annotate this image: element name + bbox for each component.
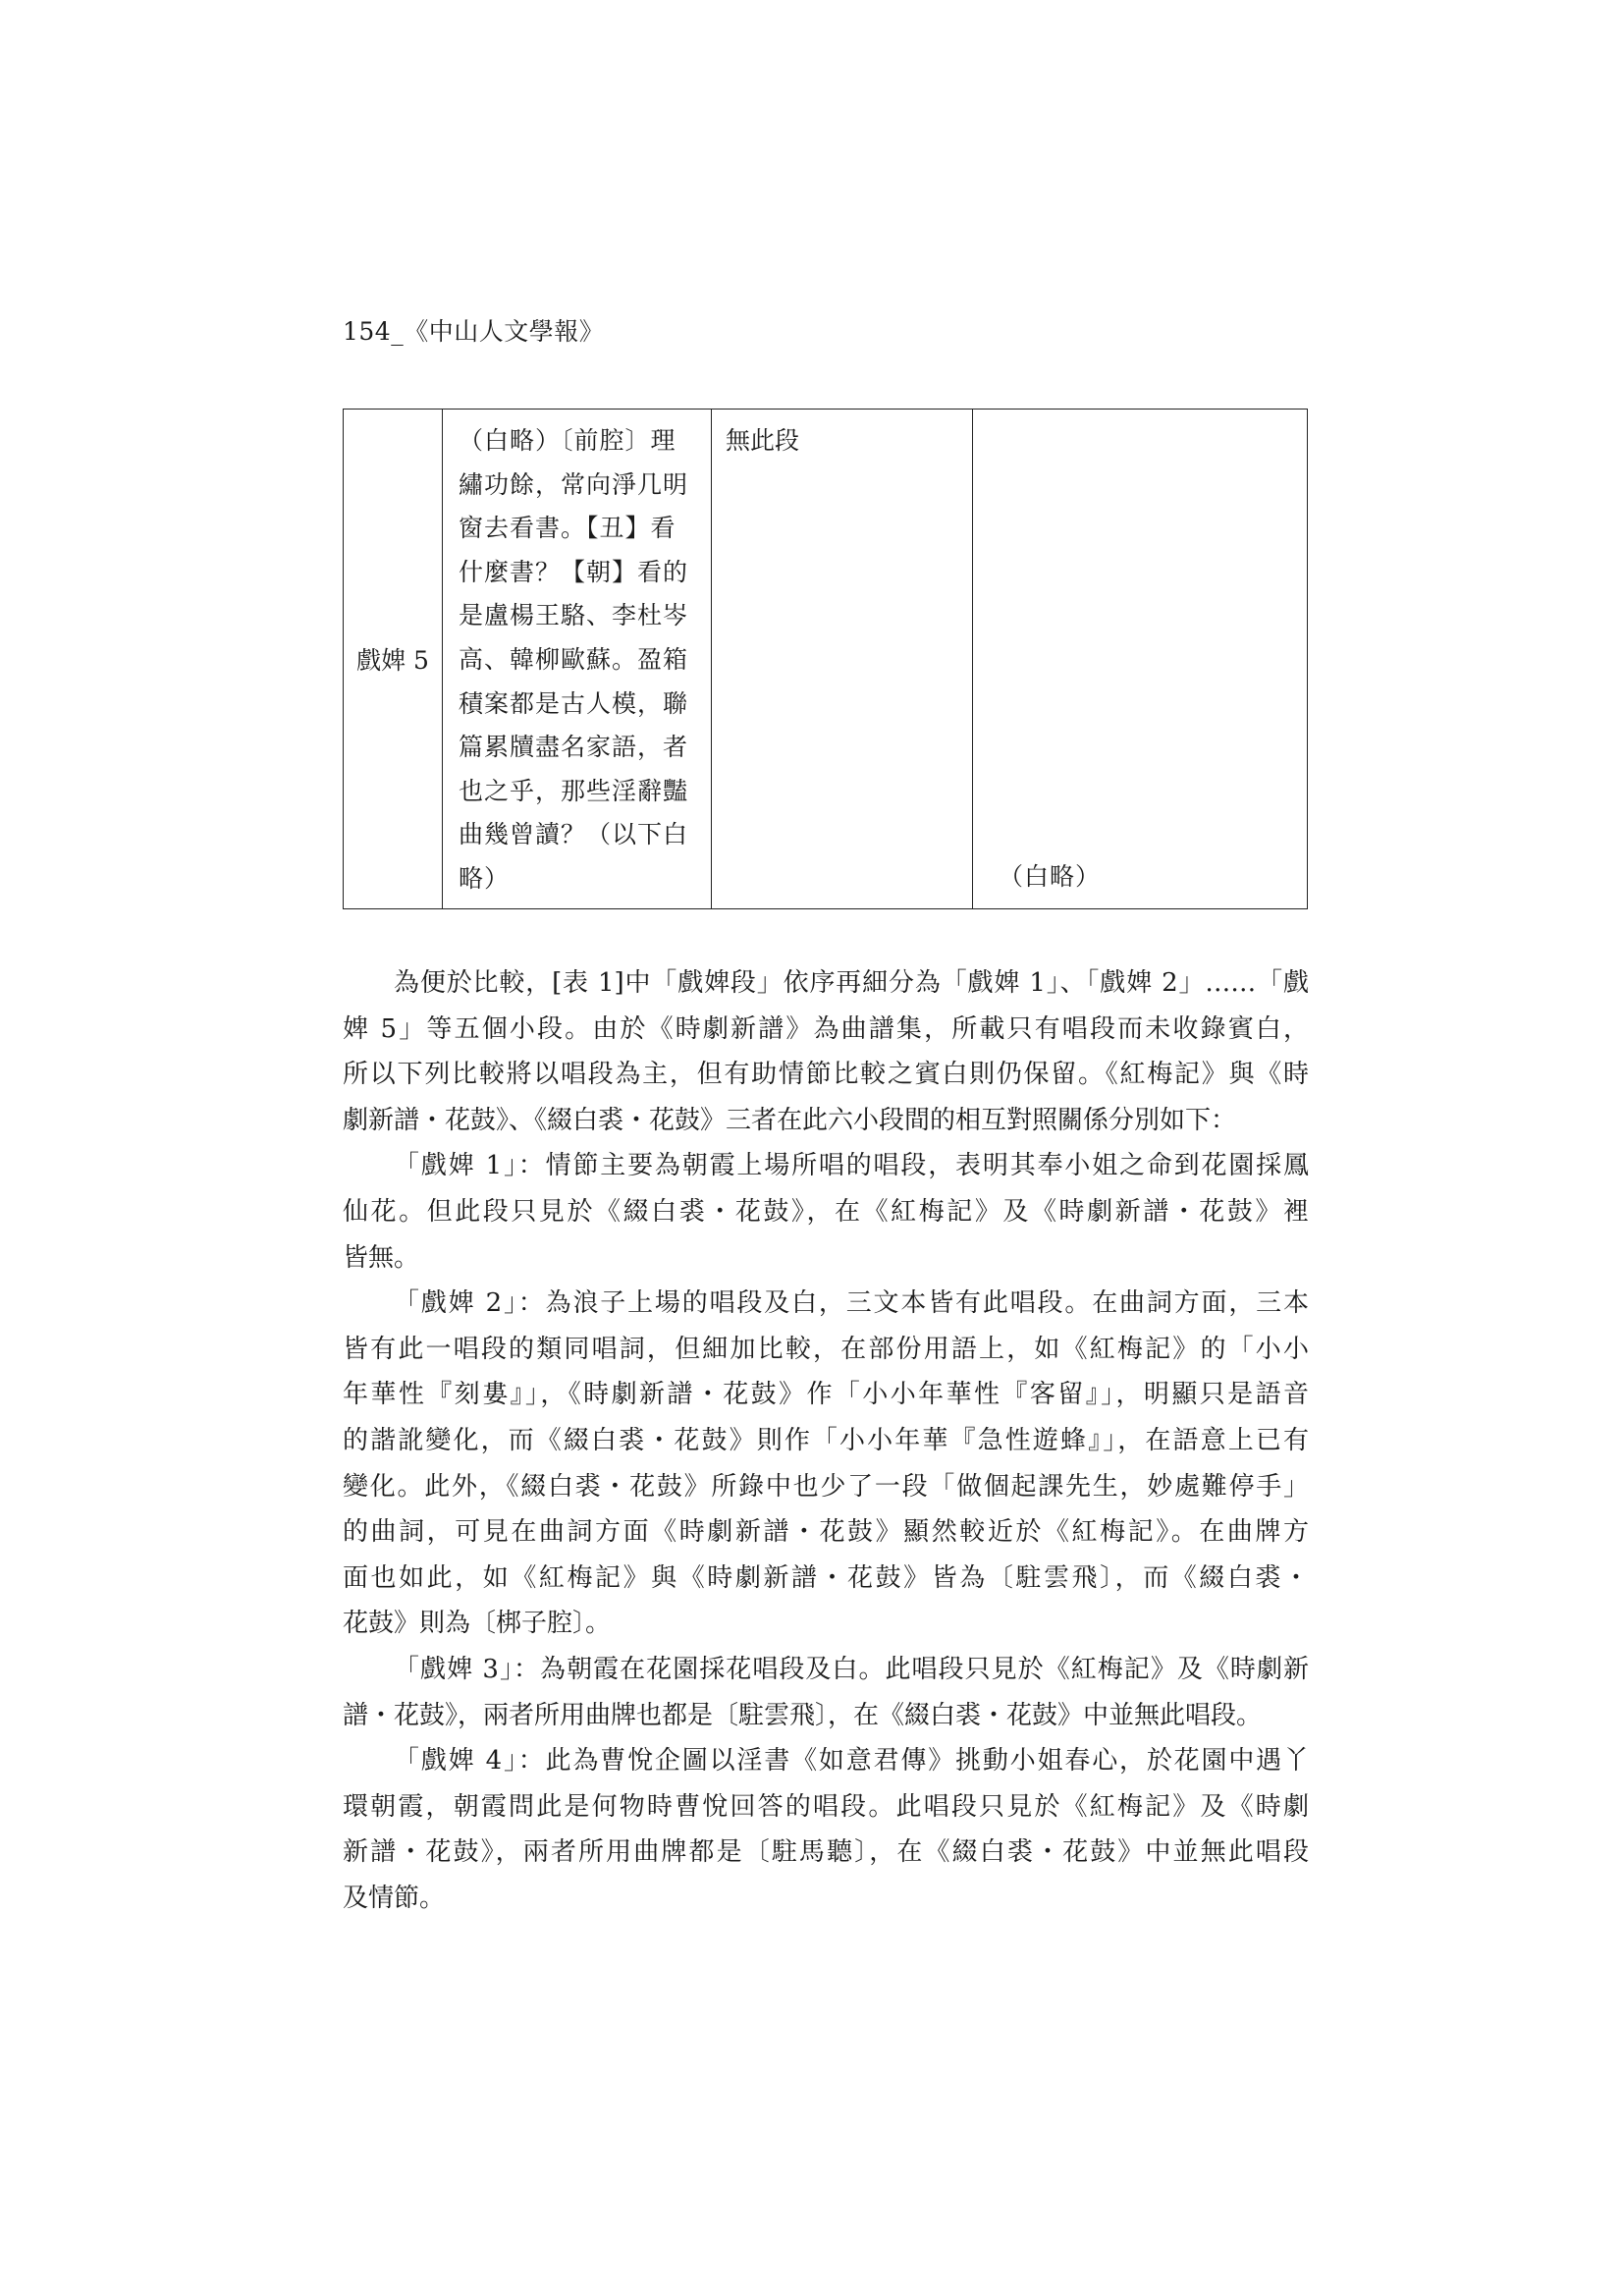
row-label: 戲婢 5 (356, 646, 429, 675)
cell-line: 高、韓柳歐蘇。盈箱 (459, 644, 689, 674)
row-label-cell (344, 410, 443, 909)
hongmei-text-cell (443, 410, 712, 909)
text-line: 的曲詞，可見在曲詞方面《時劇新譜・花鼓》顯然較近於《紅梅記》。在曲牌方 (343, 1517, 1309, 1548)
text-line: 變化。此外，《綴白裘・花鼓》所錄中也少了一段「做個起課先生，妙處難停手」 (343, 1471, 1309, 1502)
text-line: 譜・花鼓》，兩者所用曲牌也都是〔駐雲飛〕，在《綴白裘・花鼓》中並無此唱段。 (343, 1700, 1263, 1730)
comparison-table (343, 409, 1308, 909)
text-line: 劇新譜・花鼓》、《綴白裘・花鼓》三者在此六小段間的相互對照關係分別如下： (343, 1105, 1237, 1135)
hongmei-text (443, 410, 711, 902)
cell-line: 繡功餘，常向淨几明 (459, 469, 689, 499)
cell-line: 略） (459, 863, 511, 893)
text-line: 「戲婢 1」：情節主要為朝霞上場所唱的唱段，表明其奉小姐之命到花園採鳳 (394, 1151, 1309, 1181)
text-line: 年華性『刻婁』」，《時劇新譜・花鼓》作「小小年華性『客留』」，明顯只是語音 (343, 1380, 1309, 1410)
cell-line: 什麼書？【朝】看的 (459, 557, 689, 586)
text-line: 「戲婢 2」：為浪子上場的唱段及白，三文本皆有此唱段。在曲詞方面，三本 (394, 1288, 1309, 1319)
table-row (344, 410, 1308, 909)
cell-line: 是盧楊王駱、李杜岑 (459, 601, 689, 630)
text-line: 花鼓》則為〔梆子腔〕。 (343, 1609, 612, 1639)
body-paragraphs (343, 960, 1309, 1921)
text-line: 「戲婢 3」：為朝霞在花園採花唱段及白。此唱段只見於《紅梅記》及《時劇新 (394, 1654, 1309, 1684)
shiju-text-cell (712, 410, 973, 909)
text-line: 面也如此，如《紅梅記》與《時劇新譜・花鼓》皆為〔駐雲飛〕，而《綴白裘・ (343, 1562, 1309, 1593)
running-header: 154_《中山人文學報》 (343, 317, 605, 346)
cell-line: 積案都是古人模，聯 (459, 688, 689, 718)
cell-line: （白略）〔前腔〕理 (459, 426, 676, 455)
shiju-text: 無此段 (726, 426, 800, 455)
text-line: 皆有此一唱段的類同唱詞，但細加比較，在部份用語上，如《紅梅記》的「小小 (343, 1334, 1309, 1364)
text-line: 「戲婢 4」：此為曹悅企圖以淫書《如意君傳》挑動小姐春心，於花園中遇丫 (394, 1746, 1309, 1777)
text-line: 婢 5」等五個小段。由於《時劇新譜》為曲譜集，所載只有唱段而未收錄賓白， (343, 1013, 1309, 1044)
text-line: 及情節。 (343, 1883, 446, 1913)
cell-line: 也之乎，那些淫辭豔 (459, 776, 689, 805)
text-line: 新譜・花鼓》，兩者所用曲牌都是〔駐馬聽〕，在《綴白裘・花鼓》中並無此唱段 (343, 1837, 1309, 1868)
cell-line: 曲幾曾讀？（以下白 (459, 820, 689, 849)
text-line: 所以下列比較將以唱段為主，但有助情節比較之賓白則仍保留。《紅梅記》與《時 (343, 1060, 1309, 1090)
text-line: 環朝霞，朝霞問此是何物時曹悅回答的唱段。此唱段只見於《紅梅記》及《時劇 (343, 1791, 1309, 1822)
zhuibaiqiu-text: （白略） (999, 862, 1102, 891)
zhuibaiqiu-text-cell (973, 410, 1308, 909)
text-line: 仙花。但此段只見於《綴白裘・花鼓》，在《紅梅記》及《時劇新譜・花鼓》裡 (343, 1196, 1309, 1227)
text-line: 皆無。 (343, 1242, 420, 1273)
cell-line: 篇累牘盡名家語，者 (459, 733, 689, 762)
text-line: 為便於比較，[表 1]中「戲婢段」依序再細分為「戲婢 1」、「戲婢 2」……「戲 (394, 968, 1309, 998)
cell-line: 窗去看書。【丑】看 (459, 514, 676, 543)
text-line: 的諧訛變化，而《綴白裘・花鼓》則作「小小年華『急性遊蜂』」，在語意上已有 (343, 1425, 1309, 1455)
